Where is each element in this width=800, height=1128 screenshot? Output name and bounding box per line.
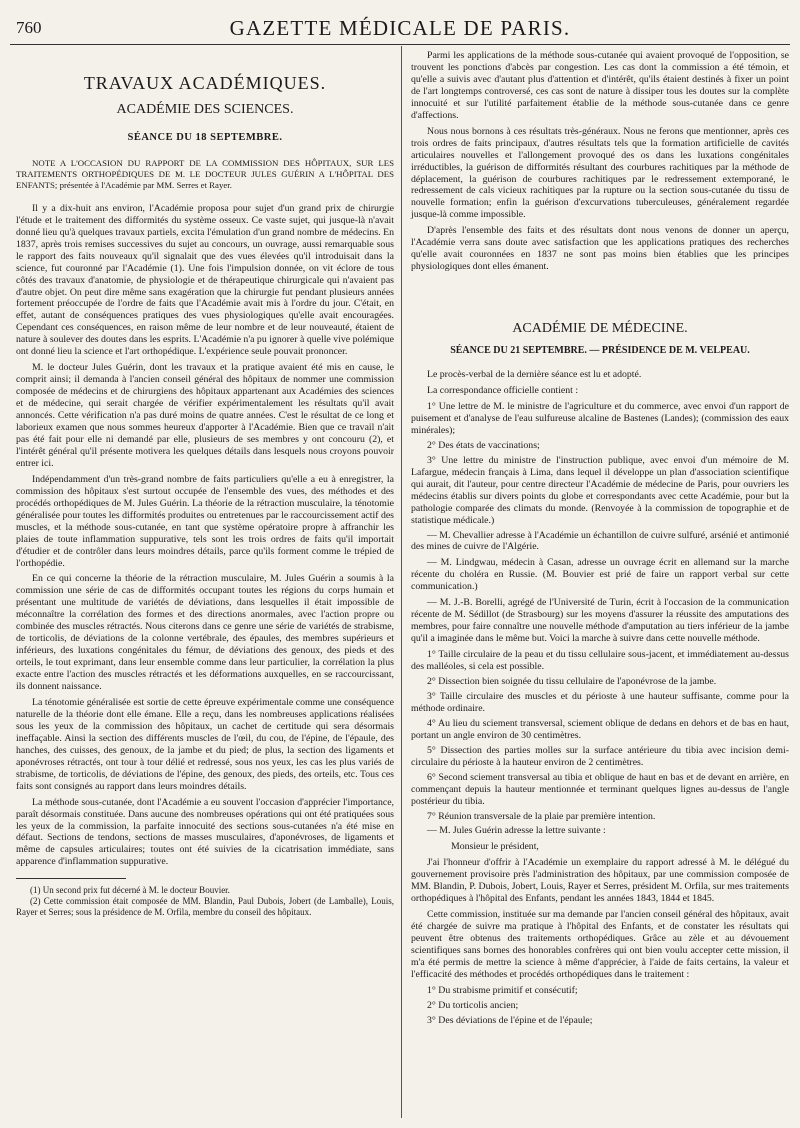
treatment-list: [411, 985, 789, 1027]
note-title: NOTE A L'OCCASION DU RAPPORT DE LA COMMISSION DES HÔPITAUX, SUR LES TRAITEMENTS ORTHOPÉDIQUES DE M. LE DOCTEUR JULES GUÉRIN A L'HÔPITAL DES ENFANTS; présentée à l'Académie par MM. Serres et Rayer.: [16, 157, 394, 190]
footnote: (2) Cette commission était composée de MM. Blandin, Paul Dubois, Jobert (de Lamballe), Louis, Rayer et Serres; sous la présidence de M. Orfila, membre du conseil des hôpitaux.: [16, 896, 394, 918]
list-item: 3° Des déviations de l'épine et de l'épaule;: [427, 1014, 593, 1026]
correspondence-list: [411, 401, 789, 527]
list-item: 7° Réunion transversale de la plaie par première intention.: [427, 810, 656, 822]
seance-heading: SÉANCE DU 21 SEPTEMBRE. — PRÉSIDENCE DE M. VELPEAU.: [450, 345, 750, 357]
footnote: (1) Un second prix fut décerné à M. le docteur Bouvier.: [30, 885, 230, 896]
header-rule: [10, 44, 790, 45]
section-break: [411, 277, 789, 305]
paragraph: J'ai l'honneur d'offrir à l'Académie un exemplaire du rapport adressé à M. le délégué du gouvernement provisoire près l'administration des hôpitaux, par une commission composée de MM. Blandin, P. Dubois, Jobert, Louis, Rayer et Serres, président M. Orfila, sur mes traitements orthopédiques à l'hôpital des Enfants, pendant les années 1843, 1844 et 1845.: [411, 857, 789, 905]
paragraph: — M. J.-B. Borelli, agrégé de l'Université de Turin, écrit à l'occasion de la communication récente de M. Sédillot (de Strasbourg) sur les moyens d'assurer la réussite des amputations des membres, pour faire connaître une nouvelle méthode d'amputation au tiers inférieur de la jambe qu'il a imaginée dans le même but. Voici la marche à suivre dans cette nouvelle méthode.: [411, 597, 789, 645]
list-item: 3° Taille circulaire des muscles et du périoste à une hauteur suffisante, comme pour la méthode ordinaire.: [411, 690, 789, 714]
paragraph: La méthode sous-cutanée, dont l'Académie a eu souvent l'occasion d'apprécier l'importance, paraît désormais constituée. Dans aucune des nombreuses opérations qui ont été pratiquées sous les yeux de la commission, la parfaite innocuité des sections sous-cutanées n'a été mise en défaut. Sections de tendons, sections de masses musculaires, d'aponévroses, de ligaments et même de capsules articulaires; toutes ont été suivies de la cicatrisation immédiate, sans apparence d'inflammation suppurative.: [16, 796, 394, 868]
salutation: Monsieur le président,: [451, 841, 539, 853]
paragraph: En ce qui concerne la théorie de la rétraction musculaire, M. Jules Guérin a soumis à la commission une série de cas de difformités occupant toutes les régions du corps humain et présentant une multitude de variétés de déviations, dans lesquelles il était impossible de méconnaître la corrélation des formes et des directions anormales, avec l'action propre ou combinée des muscles rétractés. Nous citerons dans ce genre une série de variétés de strabisme, de torticolis, de déviations de la colonne vertébrale, des épaules, des membres supérieurs et inférieurs, des luxations congénitales du fémur, de déviations des genoux, des pieds et des orteils, le tout exprimant, dans leur ensemble comme dans leur particulier, la corrélation la plus exacte entre l'action des muscles rétractés et les déformations auxquelles, en se raccourcissant, ils donnent naissance.: [16, 573, 394, 693]
academy-heading: ACADÉMIE DES SCIENCES.: [116, 101, 294, 117]
journal-title: GAZETTE MÉDICALE DE PARIS.: [229, 16, 571, 40]
paragraph: La ténotomie généralisée est sortie de cette épreuve expérimentale comme une conséquence naturelle de la théorie dont elle émane. Elle a reçu, dans les nombreuses applications réalisées sous les yeux de la commission des hôpitaux, un cachet de certitude qui sera désormais ineffaçable. Ainsi la section des différents muscles de l'œil, du cou, de l'épine, de l'épaule, des hanches, des cuisses, des genoux, de la jambe et du pied; de plus, la section des ligaments et aponévroses rétractés, ont tour à tour délié et redressé, sous nos yeux, les cas les plus variés de strabisme, de torticolis, de déviations de l'épine, des genoux, des pieds, des orteils, etc. Tous ces faits sont consignés au rapport dans leurs moindres détails.: [16, 696, 394, 792]
list-item: 4° Au lieu du sciement transversal, sciement oblique de dedans en dehors et de bas en haut, portant un angle environ de 30 centimètres.: [411, 717, 789, 741]
column-divider: [401, 46, 402, 1118]
list-item: 5° Dissection des parties molles sur la surface antérieure du tibia avec incision demi-circulaire du périoste à la hauteur environ de 2 centimètres.: [411, 744, 789, 768]
paragraph: M. le docteur Jules Guérin, dont les travaux et la pratique avaient été mis en cause, le comprit ainsi; il demanda à l'ancien conseil général des hôpitaux de nommer une commission composée de médecins et de chirurgiens des hôpitaux appartenant aux Académies des sciences et de médecine, qui serait chargée de vérifier expérimentalement les résultats qu'il avait annoncés. Cette vérification n'a pas duré moins de quatre années. C'est le résultat de ce long et laborieux examen que nous sommes heureux d'apporter à l'Académie. Bien que ce travail n'ait pas été fait pour elle ni demandé par elle, plusieurs de ses membres y ont concouru (2), et l'intérêt général qu'il présente motivera les quelques détails dans lesquels nous croyons pouvoir entrer ici.: [16, 362, 394, 469]
paragraph: Cette commission, instituée sur ma demande par l'ancien conseil général des hôpitaux, avait été chargée de suivre ma pratique à l'hôpital des Enfants, et de constater les résultats qui peuvent être obtenus des traitements orthopédiques. Grâce au zèle et au dévouement scientifiques sans bornes des honorables confrères qui ont bien voulu accepter cette mission, il m'a été permis de mettre la science à même d'apprécier, à l'aide de faits certains, la valeur et l'efficacité des méthodes et procédés orthopédiques dans le traitement :: [411, 909, 789, 980]
steps-list: [411, 649, 789, 822]
paragraph: — M. Lindgwau, médecin à Casan, adresse un ouvrage écrit en allemand sur la marche récente du choléra en Russie. (M. Bouvier est prié de faire un rapport verbal sur cette communication.): [411, 557, 789, 593]
list-item: 1° Une lettre de M. le ministre de l'agriculture et du commerce, avec envoi d'un rapport de puisement et d'analyse de l'eau sulfureuse alcaline de Bastenes (Landes); (commission des eaux minérales);: [411, 400, 789, 436]
list-item: 2° Dissection bien soignée du tissu cellulaire de l'aponévrose de la jambe.: [427, 675, 717, 687]
paragraph: Il y a dix-huit ans environ, l'Académie proposa pour sujet d'un grand prix de chirurgie l'étude et le traitement des difformités du système osseux. Ce vaste sujet, qui jusque-là n'avait donné lieu qu'à quelques travaux partiels, excita l'émulation d'un grand nombre de médecins. En 1837, après trois remises successives du sujet au concours, un ouvrage, aussi remarquable sous le rapport des faits nouveaux qu'il signalait que des vues élevées qu'il introduisait dans la science, fut couronné par l'Académie (1). Une fois l'impulsion donnée, on vit éclore de tous côtés des travaux d'anatomie, de physiologie et de thérapeutique chirurgicale qui n'avaient pas d'autre objet. On peut dire même sans exagération que la chirurgie fut pendant plusieurs années fortement préoccupée de l'ordre de faits que l'Académie avait mis à l'ordre du jour. C'était, en effet, autant de conséquences pratiques des vues physiologiques qu'elle avait encouragées. Cependant ces conséquences, en raison même de leur nombre et de leur nouveauté, étaient de nature à soulever des doutes dans les esprits. L'Académie n'a pu ignorer à quelle vive polémique ont donné lieu la science et l'art orthopédique. L'expérience seule pouvait prononcer.: [16, 202, 394, 358]
paragraph: Indépendamment d'un très-grand nombre de faits particuliers qu'elle a eu à enregistrer, la commission des hôpitaux s'est surtout occupée de l'ensemble des vues, des méthodes et des procédés orthopédiques de M. Jules Guérin. La théorie de la rétraction musculaire, la ténotomie généralisée pour toutes les difformités produites ou entretenues par le raccourcissement actif des muscles, et la méthode sous-cutanée, en tant que système opératoire propre à affranchir les plaies de toute inflammation suppurative, tels sont les trois ordres de faits qu'il importait d'étudier et de contrôler dans leurs moindres détails, parce qu'ils forment comme le trépied de l'orthopédie.: [16, 473, 394, 569]
list-item: 3° Une lettre du ministre de l'instruction publique, avec envoi d'un mémoire de M. Lafargue, médecin français à Lima, dans lequel il développe un plan d'association scientifique qui aurait, dit l'auteur, pour centre directeur l'Académie de médecine de Paris, pour ouvriers les médecins établis sur divers points du globe et correspondants avec cette Académie, pour but la pathologie comparée des climats du monde. (Renvoyée à la commission de topographie et de statistique médicale.): [411, 454, 789, 526]
paragraph: D'après l'ensemble des faits et des résultats dont nous venons de donner un aperçu, l'Académie verra sans doute avec satisfaction que les applications pratiques des recherches qu'elle avait couronnées en 1837 ne sont pas moins bien établies que les principes physiologiques dont elles émanent.: [411, 225, 789, 273]
list-item: 1° Du strabisme primitif et consécutif;: [427, 984, 578, 996]
paragraph: Nous nous bornons à ces résultats très-généraux. Nous ne ferons que mentionner, après ces trois ordres de faits principaux, d'autres résultats tels que la formation artificielle de cavités articulaires nouvelles et l'allongement provoqué des os dans les luxations congénitales irréductibles, la guérison de difformités résultant des courbures rachitiques par la méthode de déplacement, la guérison de courbures rachitiques par le redressement extemporané, le redressement de cals vicieux rachitiques par la rupture ou la section sous-cutanée du tissu de nouvelle formation; enfin la guérison d'excurvations tuberculeuses, généralement regardée jusque-là comme impossible.: [411, 125, 789, 221]
paragraph: — M. Chevallier adresse à l'Académie un échantillon de cuivre sulfuré, arsénié et antimonié des mines de cuivre de l'Algérie.: [411, 529, 789, 553]
list-item: 6° Second sciement transversal au tibia et oblique de haut en bas et de devant en arrière, en commençant depuis la hauteur mentionnée et terminant quelques lignes au-dessus de l'angle postérieur du tibia.: [411, 771, 789, 807]
footnote-rule: [16, 878, 126, 879]
paragraph: — M. Jules Guérin adresse la lettre suivante :: [427, 825, 606, 837]
list-item: 1° Taille circulaire de la peau et du tissu cellulaire sous-jacent, et immédiatement au-dessus des malléoles, si cela est possible.: [411, 649, 789, 673]
seance-heading: SÉANCE DU 18 SEPTEMBRE.: [127, 131, 283, 143]
section-title: TRAVAUX ACADÉMIQUES.: [83, 73, 327, 93]
list-item: 2° Des états de vaccinations;: [427, 439, 540, 451]
paragraph: Parmi les applications de la méthode sous-cutanée qui avaient provoqué de l'opposition, se trouvent les ponctions d'abcès par congestion. Les cas dont la commission a été témoin, et qu'elle a suivis avec d'autant plus d'attention et d'intérêt, qu'ils étaient destinés à fixer un point de l'art longtemps controversé, ces cas sont de nature à dissiper tous les doutes sur la complète innocuité et sur l'utilité parfaitement établie de la méthode sous-cutanée dans ce genre d'affections.: [411, 50, 789, 121]
list-item: 2° Du torticolis ancien;: [427, 999, 519, 1011]
paragraph: Le procès-verbal de la dernière séance est lu et adopté.: [427, 369, 642, 381]
academy-heading: ACADÉMIE DE MÉDECINE.: [512, 321, 688, 337]
left-column: [16, 50, 394, 918]
page-header: [10, 6, 790, 42]
paragraph: La correspondance officielle contient :: [427, 385, 579, 397]
right-column: [411, 50, 789, 1030]
page-number: 760: [16, 18, 42, 37]
